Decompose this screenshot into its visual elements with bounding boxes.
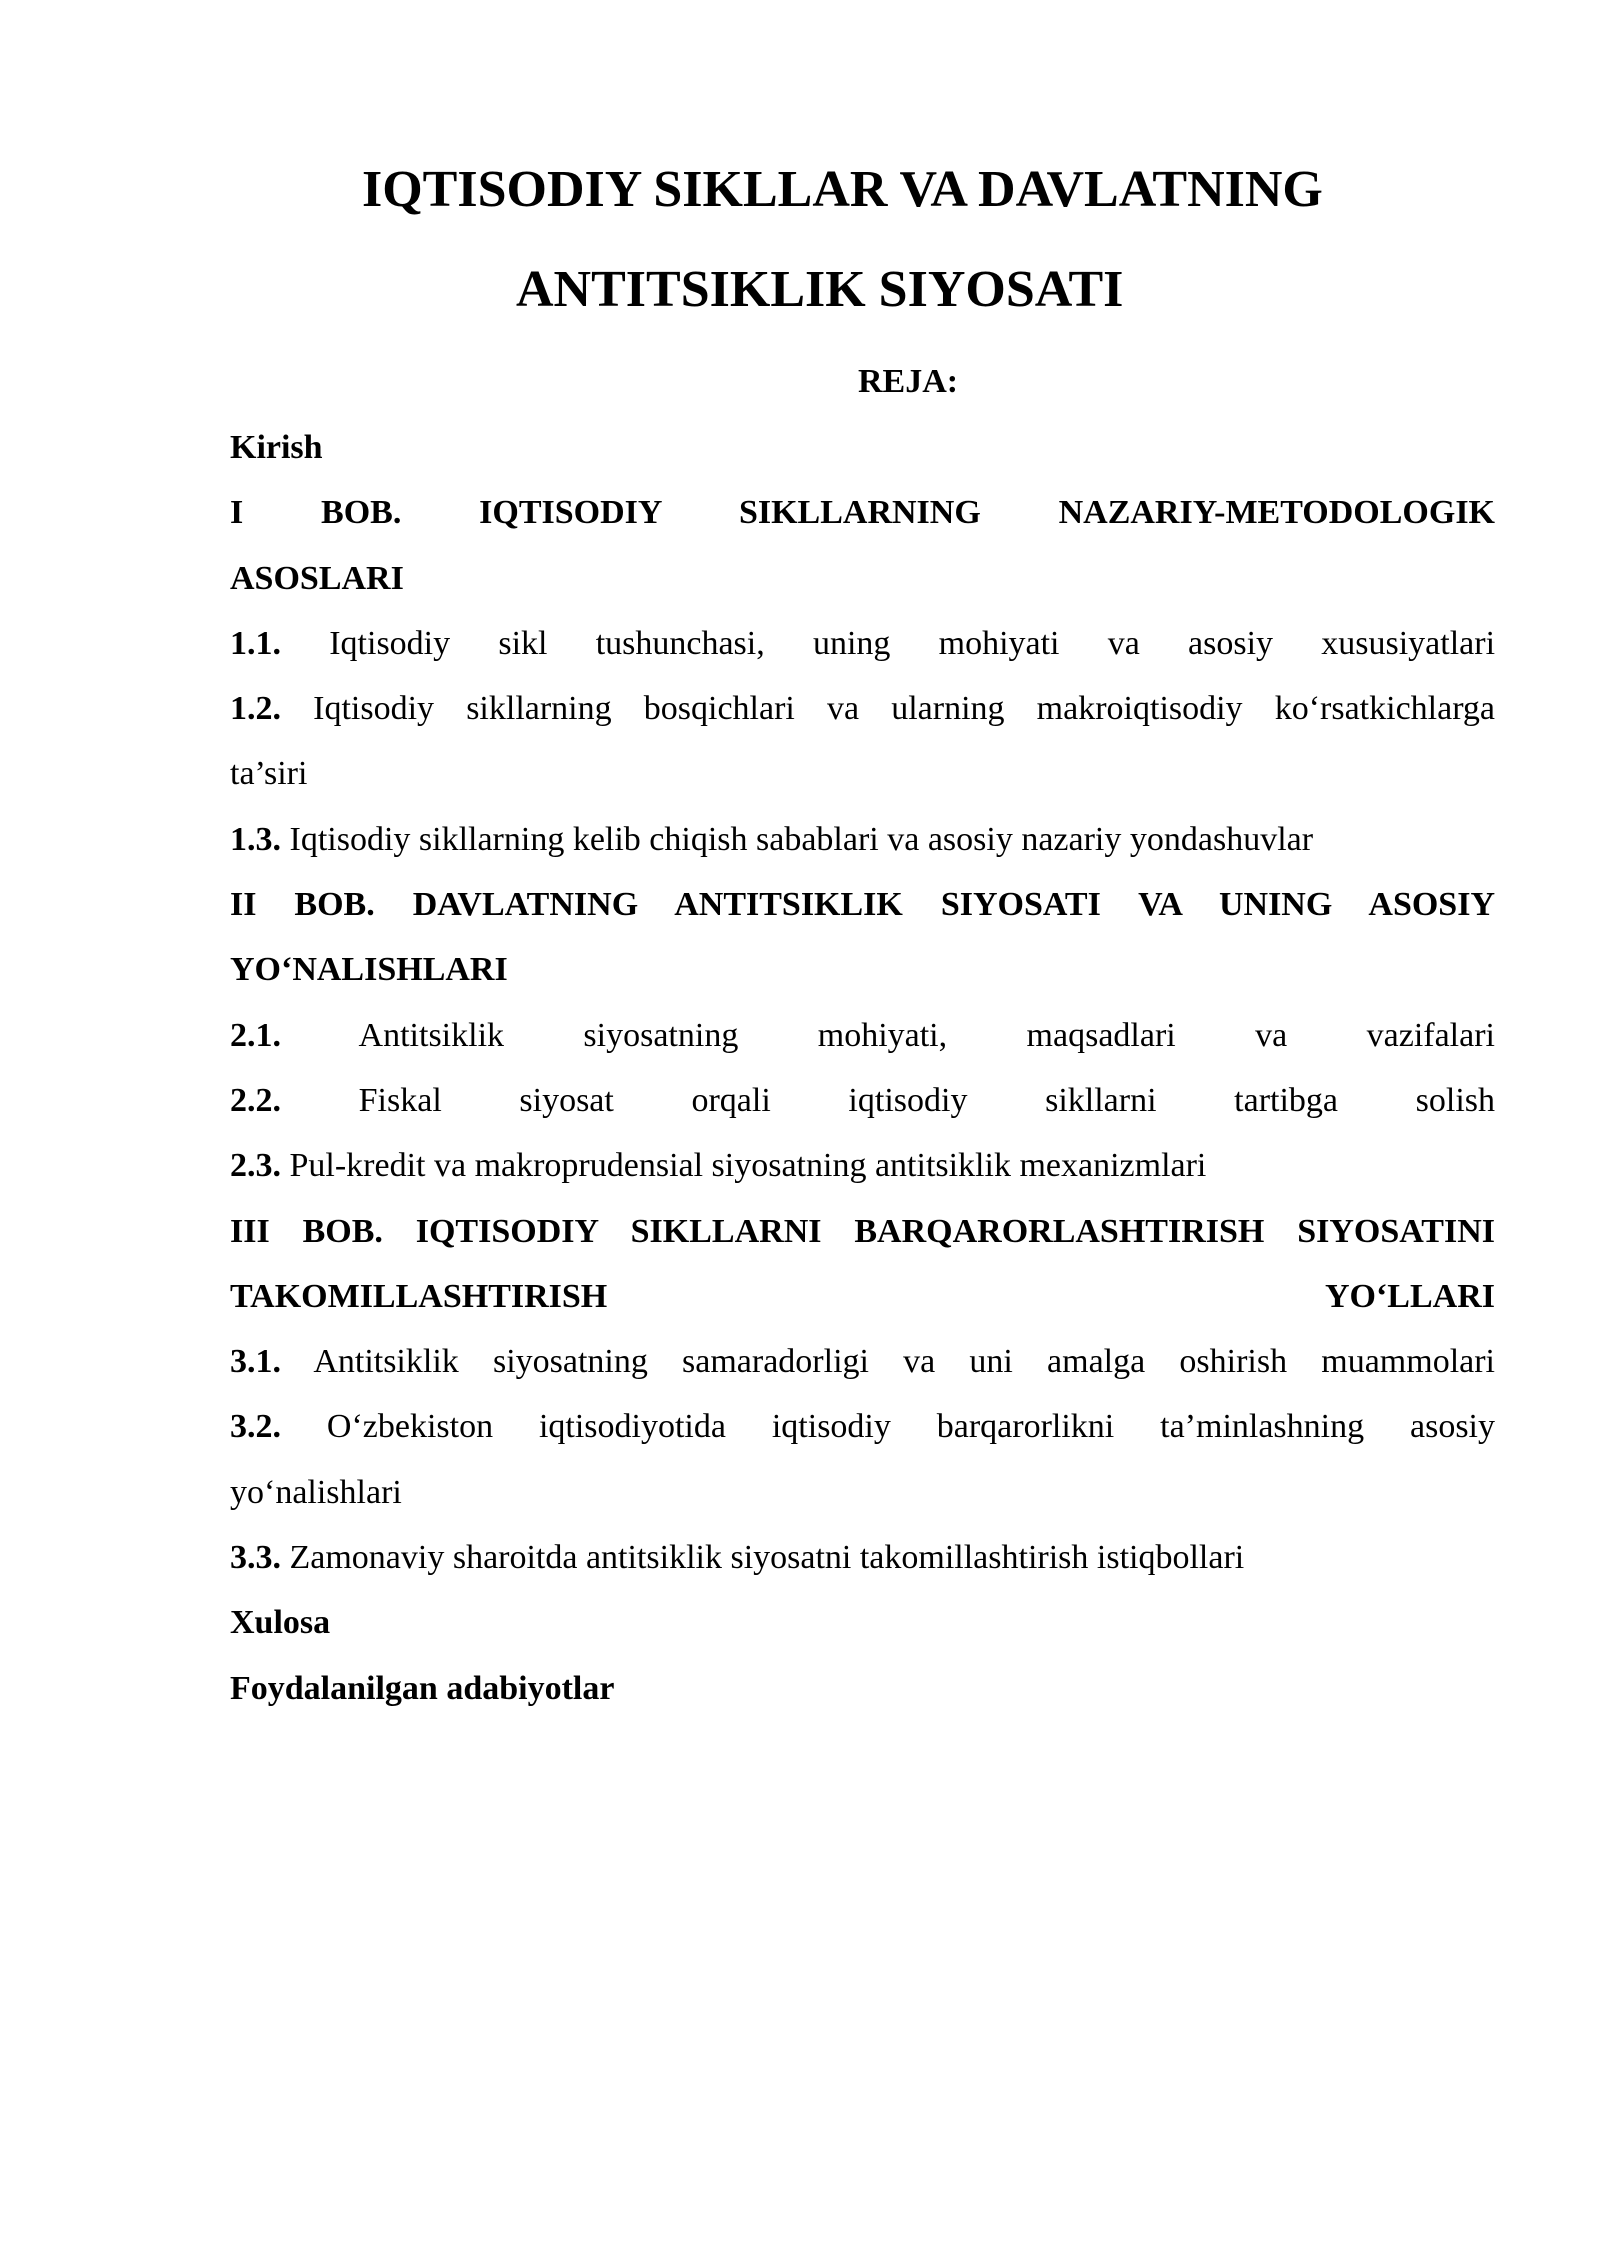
toc-section-2-3: [230, 1133, 1495, 1198]
section-title: Antitsiklik siyosatning samaradorligi va uni amalga oshirish muammolari: [313, 1343, 1496, 1381]
section-title: Iqtisodiy sikllarning bosqichlari va ularning makroiqtisodiy ko‘rsatkichlarga: [313, 690, 1495, 728]
chapter-3-heading: III BOB. IQTISODIY SIKLLARNI BARQARORLASHTIRISH SIYOSATINI: [230, 1212, 1495, 1250]
section-number: 3.2.: [230, 1408, 281, 1446]
chapter-3-heading-cont-a: TAKOMILLASHTIRISH: [230, 1277, 608, 1315]
plan-heading: REJA:: [858, 363, 959, 400]
table-of-contents: [230, 415, 1495, 1721]
toc-references: Foydalanilgan adabiyotlar: [230, 1669, 615, 1707]
toc-section-3-3: [230, 1525, 1495, 1590]
section-title: Antitsiklik siyosatning mohiyati, maqsadlari va vazifalari: [358, 1016, 1495, 1054]
toc-conclusion: Xulosa: [230, 1604, 331, 1642]
section-number: 2.2.: [230, 1081, 281, 1119]
chapter-3-heading-cont: [230, 1264, 1495, 1329]
document-title-line-1: IQTISODIY SIKLLAR VA DAVLATNING: [362, 161, 1323, 218]
toc-section-1-1: [230, 611, 1495, 676]
document-title-line-2: ANTITSIKLIK SIYOSATI: [516, 261, 1124, 318]
section-title: Zamonaviy sharoitda antitsiklik siyosatni takomillashtirish istiqbollari: [289, 1539, 1245, 1577]
section-number: 2.1.: [230, 1016, 281, 1054]
toc-section-3-1: [230, 1329, 1495, 1394]
section-number: 1.1.: [230, 624, 281, 662]
section-number: 2.3.: [230, 1147, 281, 1185]
toc-section-1-2-cont: ta’siri: [230, 755, 308, 793]
section-title: Pul-kredit va makroprudensial siyosatning antitsiklik mexanizmlari: [289, 1147, 1207, 1185]
toc-section-2-1: [230, 1003, 1495, 1068]
chapter-2-heading: II BOB. DAVLATNING ANTITSIKLIK SIYOSATI VA UNING ASOSIY: [230, 886, 1495, 924]
chapter-3-heading-cont-b: YO‘LLARI: [1324, 1277, 1495, 1315]
section-number: 3.1.: [230, 1343, 281, 1381]
section-title: Iqtisodiy sikl tushunchasi, uning mohiyati va asosiy xususiyatlari: [329, 624, 1496, 662]
toc-section-3-2: [230, 1394, 1495, 1459]
section-number: 3.3.: [230, 1539, 281, 1577]
toc-section-1-2: [230, 676, 1495, 741]
chapter-1-heading-cont: ASOSLARI: [230, 559, 404, 597]
section-title: Fiskal siyosat orqali iqtisodiy sikllarni tartibga solish: [358, 1081, 1495, 1119]
chapter-2-heading-cont: YO‘NALISHLARI: [230, 951, 508, 989]
toc-introduction: Kirish: [230, 429, 323, 466]
toc-section-2-2: [230, 1068, 1495, 1133]
section-number: 1.2.: [230, 690, 281, 728]
section-title: Iqtisodiy sikllarning kelib chiqish sabablari va asosiy nazariy yondashuvlar: [289, 820, 1314, 858]
toc-section-3-2-cont: yo‘nalishlari: [230, 1473, 402, 1511]
toc-section-1-3: [230, 807, 1495, 872]
section-title: O‘zbekiston iqtisodiyotida iqtisodiy barqarorlikni ta’minlashning asosiy: [326, 1408, 1495, 1446]
section-number: 1.3.: [230, 820, 281, 858]
chapter-1-heading: I BOB. IQTISODIY SIKLLARNING NAZARIY-METODOLOGIK: [230, 494, 1495, 532]
